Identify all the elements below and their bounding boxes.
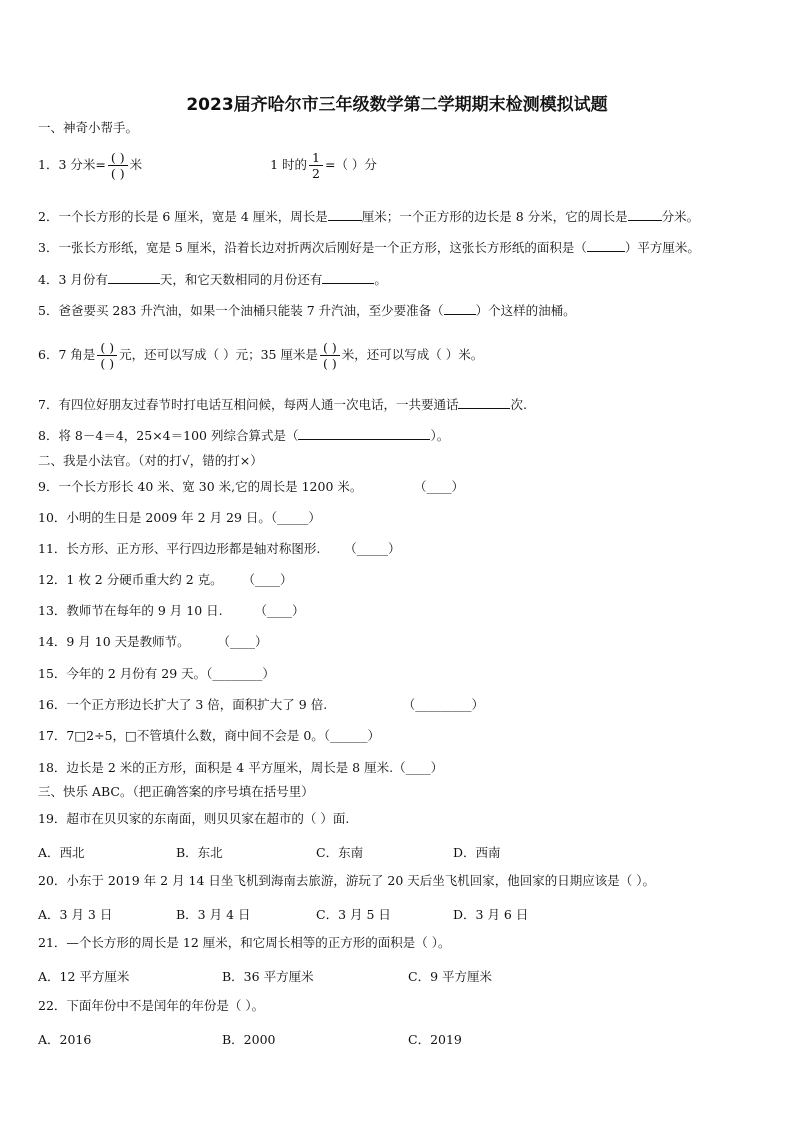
tf-item-gap: [223, 572, 243, 587]
q1-fraction-b-num: 1: [309, 150, 323, 166]
q3-text-2: ）平方厘米。: [624, 240, 700, 255]
question-8: [38, 427, 449, 444]
tf-answer-paren[interactable]: （____）: [242, 572, 293, 587]
q6-text-2: 元，还可以写成（ ）元；35 厘米是: [119, 347, 318, 362]
q1-fraction-b: [309, 150, 323, 181]
true-false-item: [38, 572, 293, 588]
tf-answer-paren[interactable]: （_____）: [270, 510, 321, 525]
q4-blank-2[interactable]: [322, 271, 374, 284]
true-false-item: [38, 666, 275, 682]
q1-part-a: [38, 150, 146, 181]
q2-blank-2[interactable]: [628, 208, 662, 221]
true-false-item: [38, 728, 380, 744]
q6-fraction-1: [97, 340, 117, 371]
q1-fraction-b-den: 2: [312, 166, 320, 181]
q2-text-3: 分米。: [661, 209, 700, 224]
q6-fraction-1-den: ( ): [100, 356, 115, 371]
mc-option[interactable]: B．36 平方厘米: [222, 969, 314, 984]
mc-question: 19．超市在贝贝家的东南面，则贝贝家在超市的（ ）面.: [38, 811, 350, 826]
tf-item-text: 18．边长是 2 米的正方形，面积是 4 平方厘米，周长是 8 厘米.: [38, 760, 394, 775]
mc-option[interactable]: A．2016: [38, 1032, 92, 1047]
q6-text-1: 6．7 角是: [38, 347, 96, 362]
tf-item-text: 11．长方形、正方形、平行四边形都是轴对称图形.: [38, 541, 321, 556]
tf-item-gap: [190, 634, 218, 649]
q1-b-suffix: =（ ）分: [324, 157, 377, 172]
q7-text-1: 7．有四位好朋友过春节时打电话互相问候，每两人通一次电话，一共要通话: [38, 397, 459, 412]
question-2: [38, 208, 699, 225]
mc-option[interactable]: B．2000: [222, 1032, 276, 1047]
q6-fraction-2-den: ( ): [322, 356, 337, 371]
q8-blank[interactable]: [298, 427, 430, 440]
q3-text-1: 3．一张长方形纸，宽是 5 厘米，沿着长边对折两次后刚好是一个正方形，这张长方形纸的面积是（: [38, 240, 587, 255]
tf-item-gap: [362, 479, 414, 494]
true-false-item: [38, 760, 443, 776]
tf-item-text: 15．今年的 2 月份有 29 天。: [38, 666, 207, 681]
tf-item-text: 12．1 枚 2 分硬币重大约 2 克。: [38, 572, 223, 587]
page-title: 2023届齐哈尔市三年级数学第二学期期末检测模拟试题: [186, 95, 608, 115]
mc-question: 20．小东于 2019 年 2 月 14 日坐飞机到海南去旅游，游玩了 20 天后坐飞机回家，他回家的日期应该是（ ）。: [38, 873, 655, 888]
mc-option[interactable]: A．3 月 3 日: [38, 907, 113, 922]
mc-option[interactable]: C．东南: [316, 845, 364, 860]
mc-option[interactable]: B．东北: [176, 845, 223, 860]
section-heading-3: 三、快乐 ABC。（把正确答案的序号填在括号里）: [38, 784, 314, 799]
tf-answer-paren[interactable]: （_____）: [344, 541, 401, 556]
q4-blank-1[interactable]: [108, 271, 160, 284]
tf-item-text: 13．教师节在每年的 9 月 10 日.: [38, 603, 223, 618]
tf-item-text: 9．一个长方形长 40 米、宽 30 米,它的周长是 1200 米。: [38, 479, 363, 494]
mc-option[interactable]: C．9 平方厘米: [408, 969, 492, 984]
true-false-item: [38, 479, 464, 495]
q6-text-3: 米，还可以写成（ ）米。: [341, 347, 484, 362]
q1-part-b: [270, 150, 377, 181]
mc-option[interactable]: A．12 平方厘米: [38, 969, 130, 984]
q1-b-prefix: 1 时的: [270, 157, 308, 172]
question-4: [38, 271, 387, 288]
q1-a-prefix: 1．3 分米=: [38, 157, 106, 172]
q6-fraction-2: [320, 340, 340, 371]
tf-item-text: 17．7□2÷5，□不管填什么数，商中间不会是 0。: [38, 728, 324, 743]
q7-blank[interactable]: [458, 396, 510, 409]
tf-answer-paren[interactable]: （______）: [323, 728, 381, 743]
q6-fraction-1-num: ( ): [97, 340, 117, 356]
section-heading-2: 二、我是小法官。（对的打√，错的打×）: [38, 453, 263, 468]
question-6: [38, 340, 483, 371]
mc-option[interactable]: B．3 月 4 日: [176, 907, 251, 922]
mc-option[interactable]: C．2019: [408, 1032, 462, 1047]
q3-blank[interactable]: [587, 239, 625, 252]
tf-answer-paren[interactable]: （____）: [254, 603, 305, 618]
question-3: [38, 239, 700, 256]
q5-blank[interactable]: [444, 302, 476, 315]
q2-text-2: 厘米；一个正方形的边长是 8 分米，它的周长是: [361, 209, 628, 224]
true-false-item: [38, 634, 268, 650]
mc-option[interactable]: D．3 月 6 日: [453, 907, 529, 922]
section-heading-1: 一、神奇小帮手。: [38, 120, 139, 135]
tf-item-text: 16．一个正方形边长扩大了 3 倍，面积扩大了 9 倍.: [38, 697, 328, 712]
mc-question: 21．—个长方形的周长是 12 厘米，和它周长相等的正方形的面积是（ ）。: [38, 935, 451, 950]
q4-text-3: 。: [374, 272, 387, 287]
q8-text-2: ）。: [430, 428, 450, 443]
question-7: [38, 396, 527, 413]
q1-a-suffix: 米: [129, 157, 143, 172]
q2-text-1: 2．一个长方形的长是 6 厘米，宽是 4 厘米，周长是: [38, 209, 328, 224]
true-false-item: [38, 697, 484, 713]
tf-answer-paren[interactable]: （____）: [393, 760, 444, 775]
tf-item-gap: [223, 603, 255, 618]
tf-answer-paren[interactable]: （________）: [206, 666, 275, 681]
tf-item-text: 14．9 月 10 天是教师节。: [38, 634, 190, 649]
mc-option[interactable]: A．西北: [38, 845, 85, 860]
tf-item-text: 10．小明的生日是 2009 年 2 月 29 日。: [38, 510, 271, 525]
true-false-item: [38, 510, 321, 526]
question-1: [38, 150, 377, 181]
mc-question: 22．下面年份中不是闰年的年份是（ ）。: [38, 998, 265, 1013]
mc-option[interactable]: D．西南: [453, 845, 501, 860]
tf-answer-paren[interactable]: （____）: [414, 479, 465, 494]
q6-fraction-2-num: ( ): [320, 340, 340, 356]
q1-fraction-a: [108, 150, 128, 181]
q4-text-1: 4．3 月份有: [38, 272, 108, 287]
q1-fraction-a-num: ( ): [108, 150, 128, 166]
true-false-item: [38, 603, 304, 619]
q7-text-2: 次.: [510, 397, 527, 412]
q2-blank-1[interactable]: [328, 208, 362, 221]
true-false-item: [38, 541, 401, 557]
q1-fraction-a-den: ( ): [110, 166, 125, 181]
q4-text-2: 天，和它天数相同的月份还有: [159, 272, 323, 287]
tf-answer-paren[interactable]: （____）: [217, 634, 268, 649]
tf-item-gap: [327, 697, 403, 712]
q5-text-2: ）个这样的油桶。: [475, 303, 576, 318]
question-5: [38, 302, 576, 319]
tf-answer-paren[interactable]: （_________）: [402, 697, 484, 712]
q5-text-1: 5．爸爸要买 283 升汽油，如果一个油桶只能装 7 升汽油，至少要准备（: [38, 303, 444, 318]
tf-item-gap: [320, 541, 344, 556]
mc-option[interactable]: C．3 月 5 日: [316, 907, 391, 922]
q8-text-1: 8．将 8－4＝4，25×4＝100 列综合算式是（: [38, 428, 299, 443]
